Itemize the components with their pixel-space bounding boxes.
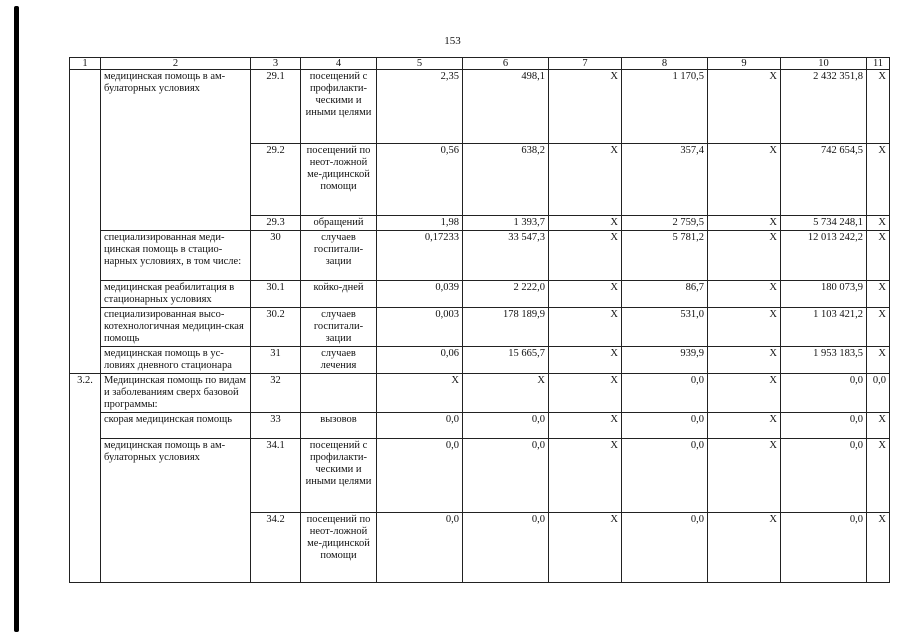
cell-col6: 1 393,7 [463,216,549,231]
cell-col6: 15 665,7 [463,347,549,374]
cell-col10: 12 013 242,2 [781,231,867,281]
column-number: 6 [463,58,549,70]
row-number: 34.2 [251,513,301,583]
cell-col11: X [867,439,890,513]
cell-col11: X [867,216,890,231]
table-row [70,374,890,413]
cell-col10: 0,0 [781,439,867,513]
column-number: 4 [301,58,377,70]
row-number: 29.1 [251,70,301,144]
cell-col5: 0,003 [377,308,463,347]
cell-col8: 0,0 [622,439,708,513]
row-name: специализированная меди-цинская помощь в стацио-нарных условиях, в том числе: [101,231,251,281]
cell-col7: X [549,513,622,583]
cell-col9: X [708,308,781,347]
cell-col8: 531,0 [622,308,708,347]
row-number: 34.1 [251,439,301,513]
table-row [70,439,890,513]
cell-col10: 0,0 [781,513,867,583]
cell-col6: 0,0 [463,513,549,583]
cell-col6: 498,1 [463,70,549,144]
row-unit: посещений по неот-ложной ме-дицинской помощи [301,144,377,216]
cell-col8: 0,0 [622,413,708,439]
cell-col11: X [867,231,890,281]
cell-col5: 0,06 [377,347,463,374]
column-number: 2 [101,58,251,70]
cell-col7: X [549,231,622,281]
cell-col11: 0,0 [867,374,890,413]
row-number: 29.2 [251,144,301,216]
table-row [70,70,890,144]
row-number: 33 [251,413,301,439]
cell-col11: X [867,513,890,583]
cell-col9: X [708,347,781,374]
column-number: 3 [251,58,301,70]
column-number: 7 [549,58,622,70]
row-name: медицинская помощь в ам-булаторных условиях [101,70,251,231]
row-number: 32 [251,374,301,413]
row-unit: случаев госпитали-зации [301,308,377,347]
table-row [70,231,890,281]
cell-col5: 0,0 [377,513,463,583]
cell-col9: X [708,513,781,583]
row-unit: койко-дней [301,281,377,308]
cell-col8: 86,7 [622,281,708,308]
table-row [70,413,890,439]
cell-col8: 1 170,5 [622,70,708,144]
cell-col6: X [463,374,549,413]
cell-col5: 0,039 [377,281,463,308]
cell-col6: 0,0 [463,439,549,513]
cell-col7: X [549,308,622,347]
column-number: 11 [867,58,890,70]
cell-col10: 742 654,5 [781,144,867,216]
column-number: 1 [70,58,101,70]
cell-col11: X [867,144,890,216]
column-number: 8 [622,58,708,70]
cell-col9: X [708,216,781,231]
row-unit: обращений [301,216,377,231]
row-name: специализированная высо-котехнологичная медицин-ская помощь [101,308,251,347]
table-row [70,281,890,308]
cell-col10: 1 103 421,2 [781,308,867,347]
cell-col8: 0,0 [622,374,708,413]
row-unit: случаев лечения [301,347,377,374]
cell-col7: X [549,216,622,231]
cell-col6: 638,2 [463,144,549,216]
cell-col9: X [708,281,781,308]
cell-col11: X [867,70,890,144]
cell-col6: 0,0 [463,413,549,439]
row-unit: посещений с профилакти-ческими и иными целями [301,439,377,513]
row-name: скорая медицинская помощь [101,413,251,439]
cell-col8: 0,0 [622,513,708,583]
section-cell [70,70,101,374]
cell-col11: X [867,308,890,347]
row-name: медицинская помощь в ам-булаторных условиях [101,439,251,583]
row-unit: посещений по неот-ложной ме-дицинской помощи [301,513,377,583]
table-row [70,308,890,347]
cell-col10: 2 432 351,8 [781,70,867,144]
cell-col10: 0,0 [781,374,867,413]
cell-col5: X [377,374,463,413]
cell-col5: 0,0 [377,413,463,439]
cell-col6: 33 547,3 [463,231,549,281]
column-number: 10 [781,58,867,70]
row-number: 30 [251,231,301,281]
cell-col11: X [867,347,890,374]
column-number: 9 [708,58,781,70]
cell-col7: X [549,70,622,144]
cell-col9: X [708,70,781,144]
cell-col9: X [708,439,781,513]
row-unit: посещений с профилакти-ческими и иными целями [301,70,377,144]
cell-col5: 2,35 [377,70,463,144]
cell-col8: 939,9 [622,347,708,374]
cell-col10: 0,0 [781,413,867,439]
row-name: медицинская реабилитация в стационарных условиях [101,281,251,308]
cell-col7: X [549,281,622,308]
cell-col5: 1,98 [377,216,463,231]
cell-col6: 2 222,0 [463,281,549,308]
cell-col9: X [708,144,781,216]
cell-col8: 5 781,2 [622,231,708,281]
row-unit: вызовов [301,413,377,439]
cell-col8: 2 759,5 [622,216,708,231]
cell-col9: X [708,413,781,439]
section-cell: 3.2. [70,374,101,583]
cell-col11: X [867,413,890,439]
row-number: 30.2 [251,308,301,347]
cell-col10: 5 734 248,1 [781,216,867,231]
cell-col7: X [549,413,622,439]
row-unit [301,374,377,413]
row-unit: случаев госпитали-зации [301,231,377,281]
table-row [70,347,890,374]
cell-col5: 0,56 [377,144,463,216]
row-name: Медицинская помощь по видам и заболеваниям сверх базовой программы: [101,374,251,413]
cell-col11: X [867,281,890,308]
cell-col9: X [708,374,781,413]
row-number: 30.1 [251,281,301,308]
cell-col8: 357,4 [622,144,708,216]
row-name: медицинская помощь в ус-ловиях дневного стационара [101,347,251,374]
cell-col7: X [549,374,622,413]
cell-col10: 180 073,9 [781,281,867,308]
cell-col7: X [549,439,622,513]
cell-col10: 1 953 183,5 [781,347,867,374]
cell-col9: X [708,231,781,281]
cell-col5: 0,17233 [377,231,463,281]
cell-col7: X [549,347,622,374]
page-number: 153 [444,35,461,47]
row-number: 29.3 [251,216,301,231]
cell-col5: 0,0 [377,439,463,513]
data-table [69,57,890,583]
column-number: 5 [377,58,463,70]
scan-edge [14,6,19,632]
row-number: 31 [251,347,301,374]
cell-col6: 178 189,9 [463,308,549,347]
column-number-row [70,58,890,70]
cell-col7: X [549,144,622,216]
